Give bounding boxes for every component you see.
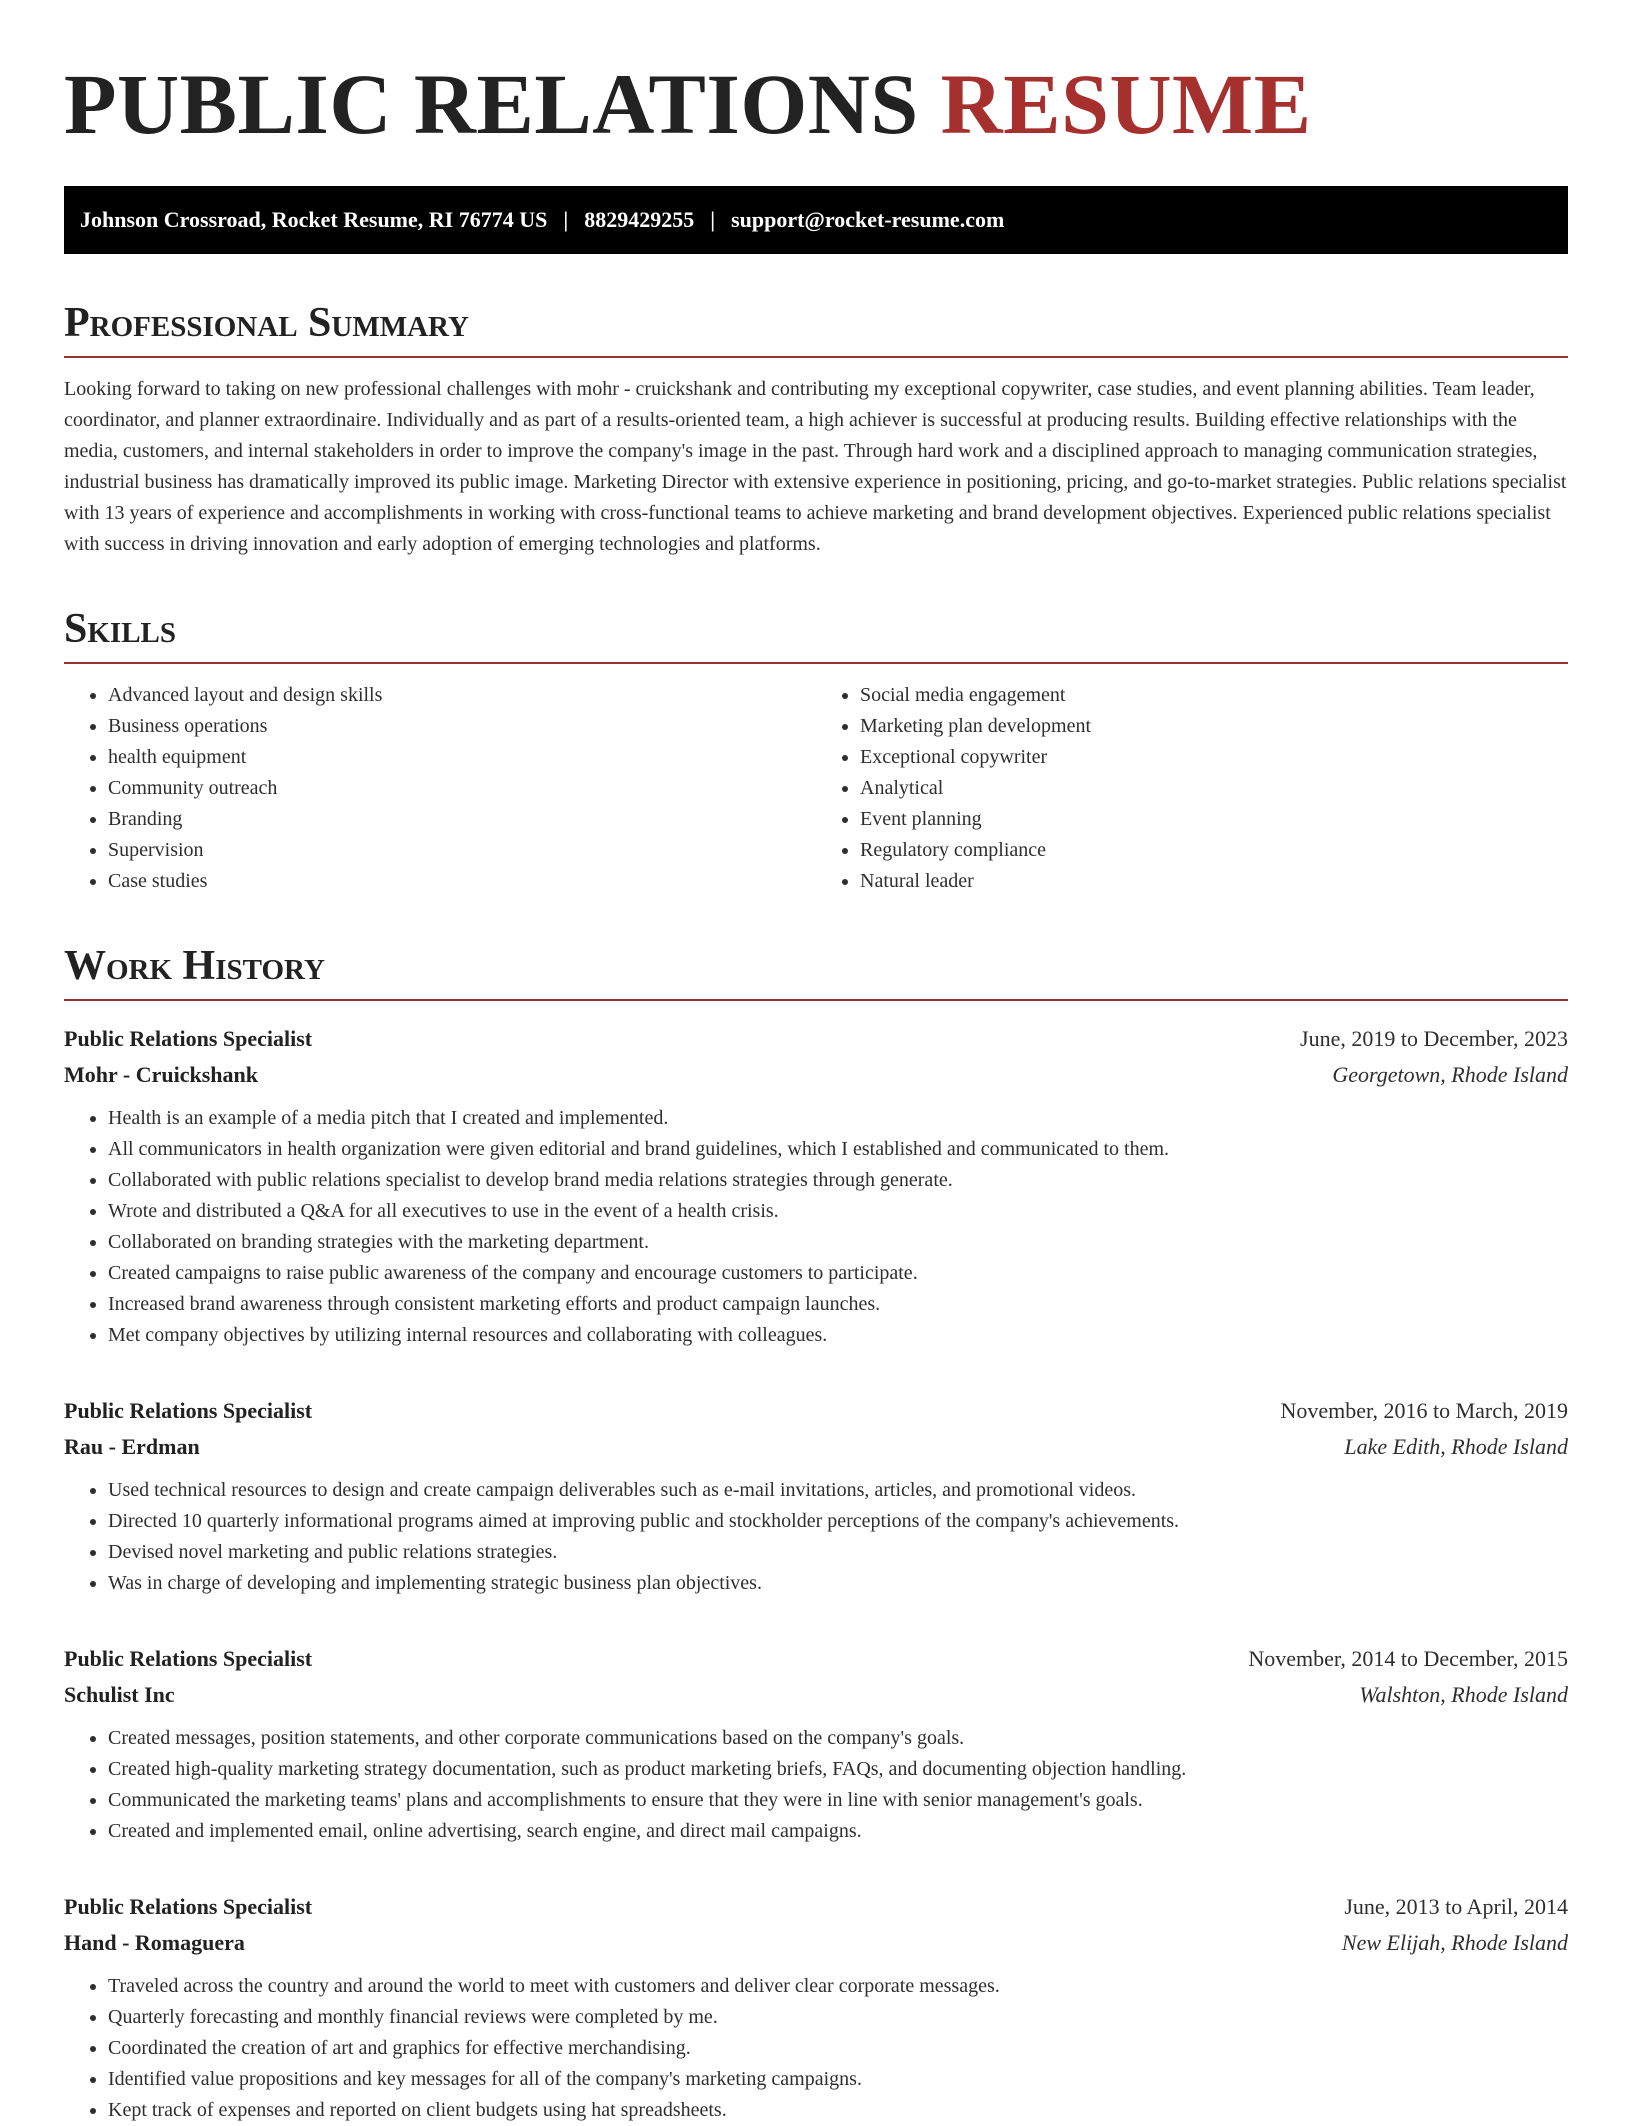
job-entry bbox=[64, 1393, 1568, 1599]
skill-item: • Business operations bbox=[108, 711, 816, 742]
skills-column-right bbox=[816, 680, 1568, 897]
work-heading: Work History bbox=[64, 941, 1568, 1001]
skill-item: • Advanced layout and design skills bbox=[108, 680, 816, 711]
job-header-row bbox=[64, 1641, 1568, 1677]
job-bullet: • Increased brand awareness through consistent marketing efforts and product campaign launches. bbox=[108, 1289, 1568, 1320]
job-bullet: • Created campaigns to raise public awareness of the company and encourage customers to participate. bbox=[108, 1258, 1568, 1289]
job-title: Public Relations Specialist bbox=[64, 1894, 313, 1919]
contact-phone: 8829429255 bbox=[584, 207, 695, 232]
job-dates: November, 2014 to December, 2015 bbox=[1248, 1646, 1568, 1671]
resume-title bbox=[64, 56, 1568, 152]
job-dates: November, 2016 to March, 2019 bbox=[1280, 1398, 1568, 1423]
contact-separator: | bbox=[563, 207, 569, 232]
job-bullet: • Kept track of expenses and reported on client budgets using hat spreadsheets. bbox=[108, 2095, 1568, 2126]
job-bullet: • Created and implemented email, online advertising, search engine, and direct mail campaigns. bbox=[108, 1816, 1568, 1847]
contact-separator: | bbox=[710, 207, 716, 232]
skill-item: • Branding bbox=[108, 804, 816, 835]
skills-list bbox=[64, 680, 1568, 897]
job-bullets bbox=[64, 1103, 1568, 1351]
job-bullet: • Identified value propositions and key messages for all of the company's marketing campaigns. bbox=[108, 2064, 1568, 2095]
job-dates: June, 2019 to December, 2023 bbox=[1300, 1026, 1568, 1051]
job-company-row bbox=[64, 1057, 1568, 1093]
job-title: Public Relations Specialist bbox=[64, 1026, 313, 1051]
title-accent: RESUME bbox=[940, 56, 1312, 152]
skill-item: • Event planning bbox=[860, 804, 1568, 835]
job-company-row bbox=[64, 1925, 1568, 1961]
job-location: New Elijah, Rhode Island bbox=[1341, 1930, 1568, 1955]
job-entry bbox=[64, 1889, 1568, 2126]
skills-heading: Skills bbox=[64, 604, 1568, 664]
job-bullet: • Used technical resources to design and create campaign deliverables such as e-mail invitations, articles, and promotional videos. bbox=[108, 1475, 1568, 1506]
skill-item: • Natural leader bbox=[860, 866, 1568, 897]
job-company: Hand - Romaguera bbox=[64, 1930, 245, 1955]
contact-address: Johnson Crossroad, Rocket Resume, RI 76774 US bbox=[80, 207, 548, 232]
job-bullet: • Quarterly forecasting and monthly financial reviews were completed by me. bbox=[108, 2002, 1568, 2033]
job-entry bbox=[64, 1021, 1568, 1351]
job-bullet: • All communicators in health organization were given editorial and brand guidelines, which I established and communicated to them. bbox=[108, 1134, 1568, 1165]
job-bullets bbox=[64, 1971, 1568, 2126]
contact-email: support@rocket-resume.com bbox=[731, 207, 1005, 232]
contact-bar bbox=[64, 186, 1568, 254]
summary-text: Looking forward to taking on new professional challenges with mohr - cruickshank and contributing my exceptional copywriter, case studies, and event planning abilities. Team leader, coordinator, and planner extraordinaire. Individually and as part of a results-oriented team, a high achiever is successful at producing results. Building effective relationships with the media, customers, and internal stakeholders in order to improve the company's image in the past. Through hard work and a disciplined approach to managing communication strategies, industrial business has dramatically improved its public image. Marketing Director with extensive experience in positioning, pricing, and go-to-market strategies. Public relations specialist with 13 years of experience and accomplishments in working with cross-functional teams to achieve marketing and brand development objectives. Experienced public relations specialist with success in driving innovation and early adoption of emerging technologies and platforms. bbox=[64, 378, 1567, 555]
job-company: Mohr - Cruickshank bbox=[64, 1062, 258, 1087]
job-bullets bbox=[64, 1475, 1568, 1599]
job-bullets bbox=[64, 1723, 1568, 1847]
skill-item: • Supervision bbox=[108, 835, 816, 866]
title-main: PUBLIC RELATIONS bbox=[64, 56, 919, 152]
job-header-row bbox=[64, 1393, 1568, 1429]
job-bullet: • Met company objectives by utilizing internal resources and collaborating with colleagues. bbox=[108, 1320, 1568, 1351]
job-entry bbox=[64, 1641, 1568, 1847]
job-bullet: • Health is an example of a media pitch that I created and implemented. bbox=[108, 1103, 1568, 1134]
job-location: Lake Edith, Rhode Island bbox=[1344, 1434, 1568, 1459]
summary-heading: Professional Summary bbox=[64, 298, 1568, 358]
skill-item: • Marketing plan development bbox=[860, 711, 1568, 742]
job-title: Public Relations Specialist bbox=[64, 1646, 313, 1671]
job-bullet: • Traveled across the country and around the world to meet with customers and deliver clear corporate messages. bbox=[108, 1971, 1568, 2002]
job-bullet: • Communicated the marketing teams' plans and accomplishments to ensure that they were in line with senior management's goals. bbox=[108, 1785, 1568, 1816]
job-header-row bbox=[64, 1021, 1568, 1057]
job-bullet: • Devised novel marketing and public relations strategies. bbox=[108, 1537, 1568, 1568]
job-company: Rau - Erdman bbox=[64, 1434, 200, 1459]
job-header-row bbox=[64, 1889, 1568, 1925]
skills-column-left bbox=[64, 680, 816, 897]
job-bullet: • Collaborated with public relations specialist to develop brand media relations strategies through generate. bbox=[108, 1165, 1568, 1196]
job-company: Schulist Inc bbox=[64, 1682, 175, 1707]
skill-item: • Exceptional copywriter bbox=[860, 742, 1568, 773]
job-bullet: • Created high-quality marketing strategy documentation, such as product marketing briefs, FAQs, and documenting objection handling. bbox=[108, 1754, 1568, 1785]
job-bullet: • Created messages, position statements, and other corporate communications based on the company's goals. bbox=[108, 1723, 1568, 1754]
job-location: Georgetown, Rhode Island bbox=[1332, 1062, 1568, 1087]
skill-item: • Analytical bbox=[860, 773, 1568, 804]
skill-item: • Community outreach bbox=[108, 773, 816, 804]
job-title: Public Relations Specialist bbox=[64, 1398, 313, 1423]
job-company-row bbox=[64, 1677, 1568, 1713]
job-bullet: • Wrote and distributed a Q&A for all executives to use in the event of a health crisis. bbox=[108, 1196, 1568, 1227]
skill-item: • Social media engagement bbox=[860, 680, 1568, 711]
job-location: Walshton, Rhode Island bbox=[1359, 1682, 1568, 1707]
job-bullet: • Directed 10 quarterly informational programs aimed at improving public and stockholder perceptions of the company's achievements. bbox=[108, 1506, 1568, 1537]
skill-item: • Regulatory compliance bbox=[860, 835, 1568, 866]
job-bullet: • Coordinated the creation of art and graphics for effective merchandising. bbox=[108, 2033, 1568, 2064]
job-dates: June, 2013 to April, 2014 bbox=[1344, 1894, 1568, 1919]
skill-item: • Case studies bbox=[108, 866, 816, 897]
job-company-row bbox=[64, 1429, 1568, 1465]
job-bullet: • Was in charge of developing and implementing strategic business plan objectives. bbox=[108, 1568, 1568, 1599]
skill-item: • health equipment bbox=[108, 742, 816, 773]
job-bullet: • Collaborated on branding strategies with the marketing department. bbox=[108, 1227, 1568, 1258]
